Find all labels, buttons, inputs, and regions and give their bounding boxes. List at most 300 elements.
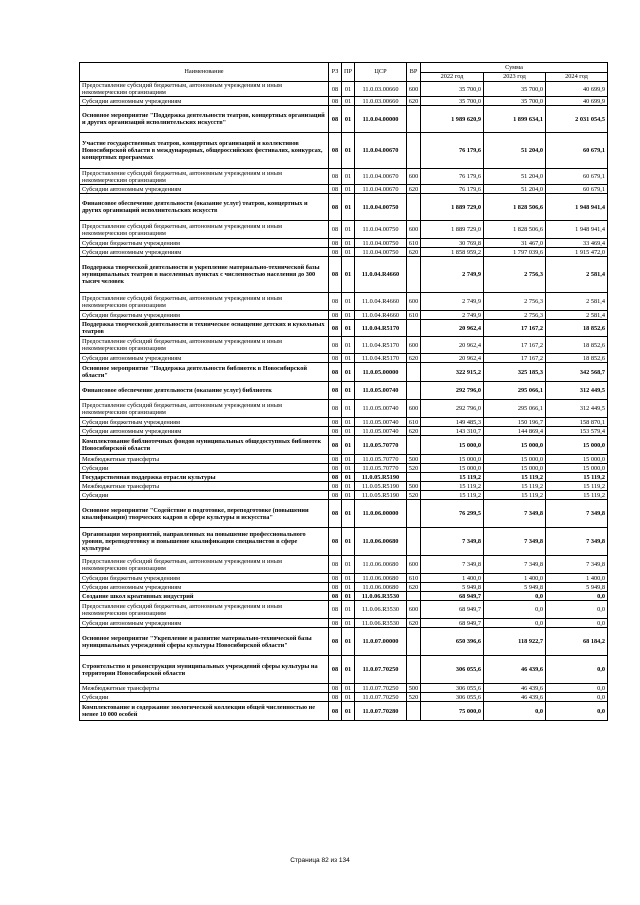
row-sum-2023: 7 349,8 <box>484 556 546 574</box>
row-name: Субсидии бюджетным учреждениям <box>80 311 329 320</box>
table-row <box>80 500 608 528</box>
row-name: Субсидии <box>80 464 329 473</box>
row-vr: 620 <box>407 583 421 592</box>
row-vr: 620 <box>407 248 421 257</box>
row-name: Основное мероприятие "Содействие в подготовке, переподготовке (повышении квалификации) творческих кадров в сфере культуры и искусства" <box>80 500 329 528</box>
budget-table-sheet <box>79 62 607 721</box>
row-pr: 01 <box>342 482 355 491</box>
row-vr <box>407 194 421 221</box>
row-pr: 01 <box>342 221 355 239</box>
row-csr: 11.0.05.00740 <box>355 427 407 436</box>
header-year-2023: 2023 год <box>484 73 546 82</box>
row-rz: 08 <box>329 473 342 482</box>
row-name: Создание школ креативных индустрий <box>80 592 329 601</box>
row-csr: 11.0.04.R4660 <box>355 257 407 293</box>
row-csr: 11.0.06.00000 <box>355 500 407 528</box>
row-pr: 01 <box>342 491 355 500</box>
row-sum-2024: 2 031 054,5 <box>546 106 608 133</box>
row-name: Основное мероприятие "Поддержка деятельности театров, концертных организаций и других организаций исполнительских искусств" <box>80 106 329 133</box>
row-sum-2023: 0,0 <box>484 619 546 628</box>
row-name: Субсидии бюджетным учреждениям <box>80 574 329 583</box>
row-rz: 08 <box>329 293 342 311</box>
row-sum-2023: 17 167,2 <box>484 354 546 363</box>
row-sum-2023: 1 797 039,6 <box>484 248 546 257</box>
row-sum-2022: 20 962,4 <box>421 320 484 337</box>
row-sum-2022: 20 962,4 <box>421 337 484 354</box>
table-row <box>80 133 608 169</box>
row-sum-2024: 7 349,8 <box>546 528 608 556</box>
row-sum-2023: 2 756,3 <box>484 257 546 293</box>
row-sum-2022: 1 858 959,2 <box>421 248 484 257</box>
table-row <box>80 400 608 418</box>
row-name: Организация мероприятий, направленных на повышение профессионального уровня, переподготовку и повышение квалификации специалистов в сфере культуры <box>80 528 329 556</box>
row-vr: 620 <box>407 619 421 628</box>
header-sum: Сумма <box>421 63 608 73</box>
row-sum-2022: 15 000,0 <box>421 464 484 473</box>
row-pr: 01 <box>342 436 355 455</box>
row-sum-2023: 295 066,1 <box>484 400 546 418</box>
row-sum-2024: 68 184,2 <box>546 628 608 656</box>
row-vr: 620 <box>407 427 421 436</box>
row-sum-2022: 2 749,9 <box>421 257 484 293</box>
row-rz: 08 <box>329 500 342 528</box>
row-vr: 600 <box>407 169 421 185</box>
row-csr: 11.0.04.R4660 <box>355 293 407 311</box>
row-sum-2024: 158 870,1 <box>546 418 608 427</box>
row-sum-2024: 15 000,0 <box>546 464 608 473</box>
row-sum-2024: 40 699,9 <box>546 82 608 97</box>
row-sum-2022: 68 949,7 <box>421 592 484 601</box>
row-csr: 11.0.06.R3530 <box>355 592 407 601</box>
row-rz: 08 <box>329 583 342 592</box>
row-sum-2024: 15 000,0 <box>546 455 608 464</box>
table-row <box>80 574 608 583</box>
row-sum-2022: 30 769,8 <box>421 239 484 248</box>
row-vr <box>407 702 421 721</box>
row-sum-2023: 15 000,0 <box>484 464 546 473</box>
row-csr: 11.0.05.70770 <box>355 436 407 455</box>
table-row <box>80 320 608 337</box>
table-row <box>80 473 608 482</box>
row-name: Поддержка творческой деятельности и укрепление материально-технической базы муниципальных театров в населенных пунктах с численностью населения до 300 тысяч человек <box>80 257 329 293</box>
row-sum-2022: 7 349,8 <box>421 556 484 574</box>
row-name: Субсидии автономным учреждениям <box>80 619 329 628</box>
row-sum-2022: 149 485,3 <box>421 418 484 427</box>
row-sum-2022: 306 055,6 <box>421 693 484 702</box>
table-row <box>80 106 608 133</box>
row-sum-2023: 15 119,2 <box>484 473 546 482</box>
row-pr: 01 <box>342 248 355 257</box>
row-rz: 08 <box>329 82 342 97</box>
header-year-2022: 2022 год <box>421 73 484 82</box>
row-sum-2022: 35 700,0 <box>421 97 484 106</box>
row-csr: 11.0.05.R5190 <box>355 491 407 500</box>
row-name: Государственная поддержка отрасли культуры <box>80 473 329 482</box>
row-sum-2022: 2 749,9 <box>421 293 484 311</box>
row-name: Предоставление субсидий бюджетным, автономным учреждениям и иным некоммерческим организациям <box>80 221 329 239</box>
row-csr: 11.0.04.R5170 <box>355 320 407 337</box>
row-rz: 08 <box>329 354 342 363</box>
row-pr: 01 <box>342 619 355 628</box>
row-vr <box>407 628 421 656</box>
row-rz: 08 <box>329 592 342 601</box>
row-name: Субсидии автономным учреждениям <box>80 354 329 363</box>
table-row <box>80 293 608 311</box>
row-name: Субсидии бюджетным учреждениям <box>80 418 329 427</box>
row-pr: 01 <box>342 628 355 656</box>
row-pr: 01 <box>342 185 355 194</box>
row-vr: 600 <box>407 221 421 239</box>
row-pr: 01 <box>342 427 355 436</box>
row-name: Участие государственных театров, концертных организаций и коллективов Новосибирской области в международных, общероссийских фестивалях, конкурсах, концертных программах <box>80 133 329 169</box>
row-vr <box>407 436 421 455</box>
row-pr: 01 <box>342 684 355 693</box>
row-vr <box>407 106 421 133</box>
row-pr: 01 <box>342 97 355 106</box>
row-sum-2023: 7 349,8 <box>484 528 546 556</box>
row-vr <box>407 656 421 684</box>
row-vr: 500 <box>407 455 421 464</box>
row-sum-2024: 153 579,4 <box>546 427 608 436</box>
row-vr: 500 <box>407 482 421 491</box>
row-vr: 610 <box>407 239 421 248</box>
table-row <box>80 583 608 592</box>
row-name: Межбюджетные трансферты <box>80 455 329 464</box>
row-sum-2023: 46 439,6 <box>484 693 546 702</box>
row-pr: 01 <box>342 574 355 583</box>
table-row <box>80 491 608 500</box>
row-pr: 01 <box>342 133 355 169</box>
table-row <box>80 248 608 257</box>
row-csr: 11.0.04.00750 <box>355 248 407 257</box>
table-row <box>80 436 608 455</box>
row-sum-2024: 0,0 <box>546 702 608 721</box>
row-rz: 08 <box>329 97 342 106</box>
row-csr: 11.0.03.00660 <box>355 82 407 97</box>
row-sum-2024: 1 948 941,4 <box>546 194 608 221</box>
row-sum-2022: 1 400,0 <box>421 574 484 583</box>
row-rz: 08 <box>329 194 342 221</box>
row-sum-2024: 60 679,1 <box>546 185 608 194</box>
table-row <box>80 185 608 194</box>
row-csr: 11.0.07.70250 <box>355 693 407 702</box>
row-pr: 01 <box>342 257 355 293</box>
row-vr <box>407 500 421 528</box>
row-name: Предоставление субсидий бюджетным, автономным учреждениям и иным некоммерческим организациям <box>80 601 329 619</box>
row-csr: 11.0.04.R5170 <box>355 354 407 363</box>
row-vr: 600 <box>407 556 421 574</box>
table-row <box>80 556 608 574</box>
row-sum-2024: 0,0 <box>546 684 608 693</box>
row-csr: 11.0.04.00750 <box>355 239 407 248</box>
row-sum-2023: 5 949,8 <box>484 583 546 592</box>
row-name: Предоставление субсидий бюджетным, автономным учреждениям и иным некоммерческим организациям <box>80 337 329 354</box>
table-row <box>80 194 608 221</box>
row-vr: 610 <box>407 574 421 583</box>
row-sum-2023: 51 204,0 <box>484 185 546 194</box>
row-rz: 08 <box>329 528 342 556</box>
budget-table <box>79 62 608 721</box>
row-sum-2022: 292 796,0 <box>421 400 484 418</box>
row-sum-2024: 33 469,4 <box>546 239 608 248</box>
row-pr: 01 <box>342 656 355 684</box>
row-name: Предоставление субсидий бюджетным, автономным учреждениям и иным некоммерческим организациям <box>80 556 329 574</box>
row-sum-2022: 76 179,6 <box>421 185 484 194</box>
row-rz: 08 <box>329 257 342 293</box>
row-rz: 08 <box>329 239 342 248</box>
row-sum-2024: 18 852,6 <box>546 354 608 363</box>
row-sum-2024: 18 852,6 <box>546 320 608 337</box>
row-sum-2023: 0,0 <box>484 592 546 601</box>
row-sum-2024: 2 581,4 <box>546 311 608 320</box>
row-sum-2023: 51 204,0 <box>484 133 546 169</box>
row-csr: 11.0.06.R3530 <box>355 601 407 619</box>
row-rz: 08 <box>329 556 342 574</box>
row-csr: 11.0.04.R5170 <box>355 337 407 354</box>
row-csr: 11.0.03.00660 <box>355 97 407 106</box>
row-pr: 01 <box>342 556 355 574</box>
header-vr: ВР <box>407 63 421 82</box>
row-csr: 11.0.05.00000 <box>355 363 407 382</box>
row-sum-2023: 2 756,3 <box>484 293 546 311</box>
table-row <box>80 464 608 473</box>
row-sum-2024: 2 581,4 <box>546 293 608 311</box>
row-pr: 01 <box>342 500 355 528</box>
row-name: Субсидии автономным учреждениям <box>80 583 329 592</box>
row-rz: 08 <box>329 464 342 473</box>
row-csr: 11.0.04.00750 <box>355 221 407 239</box>
row-name: Субсидии автономным учреждениям <box>80 185 329 194</box>
row-sum-2022: 143 310,7 <box>421 427 484 436</box>
row-vr: 520 <box>407 693 421 702</box>
row-sum-2022: 5 949,8 <box>421 583 484 592</box>
row-sum-2023: 1 828 506,6 <box>484 194 546 221</box>
table-row <box>80 601 608 619</box>
row-pr: 01 <box>342 382 355 400</box>
table-row <box>80 311 608 320</box>
row-pr: 01 <box>342 693 355 702</box>
row-name: Строительство и реконструкция муниципальных учреждений сферы культуры на территории Новосибирской области <box>80 656 329 684</box>
row-sum-2023: 118 922,7 <box>484 628 546 656</box>
row-rz: 08 <box>329 382 342 400</box>
row-pr: 01 <box>342 337 355 354</box>
row-sum-2024: 0,0 <box>546 656 608 684</box>
row-pr: 01 <box>342 239 355 248</box>
row-sum-2022: 2 749,9 <box>421 311 484 320</box>
row-csr: 11.0.06.00680 <box>355 574 407 583</box>
row-rz: 08 <box>329 684 342 693</box>
row-name: Субсидии <box>80 693 329 702</box>
row-csr: 11.0.05.70770 <box>355 455 407 464</box>
row-sum-2023: 325 185,3 <box>484 363 546 382</box>
row-pr: 01 <box>342 320 355 337</box>
row-csr: 11.0.04.00670 <box>355 169 407 185</box>
row-pr: 01 <box>342 418 355 427</box>
row-sum-2023: 295 066,1 <box>484 382 546 400</box>
row-pr: 01 <box>342 311 355 320</box>
row-sum-2022: 68 949,7 <box>421 601 484 619</box>
row-csr: 11.0.06.00680 <box>355 583 407 592</box>
row-pr: 01 <box>342 106 355 133</box>
row-name: Комплектование библиотечных фондов муниципальных общедоступных библиотек Новосибирской области <box>80 436 329 455</box>
row-sum-2022: 322 915,2 <box>421 363 484 382</box>
row-name: Субсидии автономным учреждениям <box>80 248 329 257</box>
row-sum-2022: 1 889 729,0 <box>421 221 484 239</box>
table-body <box>80 82 608 721</box>
row-rz: 08 <box>329 320 342 337</box>
row-sum-2022: 306 055,6 <box>421 684 484 693</box>
table-row <box>80 239 608 248</box>
row-vr <box>407 133 421 169</box>
row-vr: 600 <box>407 601 421 619</box>
row-sum-2024: 0,0 <box>546 619 608 628</box>
row-vr: 620 <box>407 185 421 194</box>
row-pr: 01 <box>342 464 355 473</box>
row-pr: 01 <box>342 82 355 97</box>
table-row <box>80 528 608 556</box>
row-pr: 01 <box>342 601 355 619</box>
row-rz: 08 <box>329 248 342 257</box>
row-sum-2023: 15 119,2 <box>484 482 546 491</box>
row-sum-2024: 15 119,2 <box>546 491 608 500</box>
table-row <box>80 619 608 628</box>
table-row <box>80 363 608 382</box>
row-name: Субсидии бюджетным учреждениям <box>80 239 329 248</box>
table-row <box>80 684 608 693</box>
row-rz: 08 <box>329 482 342 491</box>
header-year-2024: 2024 год <box>546 73 608 82</box>
row-rz: 08 <box>329 427 342 436</box>
row-csr: 11.0.05.00740 <box>355 418 407 427</box>
table-row <box>80 418 608 427</box>
row-vr <box>407 320 421 337</box>
row-sum-2023: 7 349,8 <box>484 500 546 528</box>
row-sum-2024: 7 349,8 <box>546 556 608 574</box>
row-vr <box>407 257 421 293</box>
row-csr: 11.0.06.R3530 <box>355 619 407 628</box>
row-sum-2024: 312 449,5 <box>546 382 608 400</box>
row-name: Межбюджетные трансферты <box>80 684 329 693</box>
row-rz: 08 <box>329 363 342 382</box>
row-name: Финансовое обеспечение деятельности (оказание услуг) библиотек <box>80 382 329 400</box>
row-name: Предоставление субсидий бюджетным, автономным учреждениям и иным некоммерческим организациям <box>80 82 329 97</box>
row-sum-2024: 60 679,1 <box>546 133 608 169</box>
row-name: Основное мероприятие "Укрепление и развитие материально-технической базы муниципальных учреждений сферы культуры Новосибирской области" <box>80 628 329 656</box>
row-csr: 11.0.05.00740 <box>355 382 407 400</box>
row-sum-2023: 1 899 634,1 <box>484 106 546 133</box>
row-pr: 01 <box>342 194 355 221</box>
row-csr: 11.0.05.00740 <box>355 400 407 418</box>
row-vr: 610 <box>407 418 421 427</box>
row-sum-2023: 46 439,6 <box>484 656 546 684</box>
row-sum-2023: 31 467,0 <box>484 239 546 248</box>
table-header <box>80 63 608 82</box>
row-sum-2023: 17 167,2 <box>484 337 546 354</box>
row-sum-2024: 0,0 <box>546 693 608 702</box>
row-rz: 08 <box>329 106 342 133</box>
page-number: Страница 82 из 134 <box>290 857 350 864</box>
row-sum-2022: 7 349,8 <box>421 528 484 556</box>
table-row <box>80 427 608 436</box>
row-sum-2024: 1 948 941,4 <box>546 221 608 239</box>
table-row <box>80 482 608 491</box>
table-row <box>80 592 608 601</box>
row-sum-2023: 144 869,4 <box>484 427 546 436</box>
row-vr: 600 <box>407 293 421 311</box>
header-rz: РЗ <box>329 63 342 82</box>
row-pr: 01 <box>342 363 355 382</box>
row-vr: 600 <box>407 400 421 418</box>
row-sum-2024: 40 699,9 <box>546 97 608 106</box>
table-row <box>80 169 608 185</box>
row-vr: 620 <box>407 354 421 363</box>
row-rz: 08 <box>329 574 342 583</box>
row-csr: 11.0.04.00750 <box>355 194 407 221</box>
table-row <box>80 257 608 293</box>
table-row <box>80 337 608 354</box>
row-rz: 08 <box>329 436 342 455</box>
row-name: Субсидии автономным учреждениям <box>80 97 329 106</box>
row-csr: 11.0.07.70280 <box>355 702 407 721</box>
row-sum-2024: 60 679,1 <box>546 169 608 185</box>
row-rz: 08 <box>329 628 342 656</box>
table-row <box>80 382 608 400</box>
row-sum-2022: 75 000,0 <box>421 702 484 721</box>
row-sum-2023: 2 756,3 <box>484 311 546 320</box>
row-sum-2022: 15 000,0 <box>421 455 484 464</box>
row-rz: 08 <box>329 185 342 194</box>
row-csr: 11.0.06.00680 <box>355 556 407 574</box>
row-sum-2024: 0,0 <box>546 592 608 601</box>
row-name: Комплектование и содержание зоологической коллекции общей численностью не менее 10 000 особей <box>80 702 329 721</box>
row-name: Предоставление субсидий бюджетным, автономным учреждениям и иным некоммерческим организациям <box>80 169 329 185</box>
row-vr <box>407 592 421 601</box>
row-rz: 08 <box>329 337 342 354</box>
row-pr: 01 <box>342 592 355 601</box>
row-sum-2022: 76 299,5 <box>421 500 484 528</box>
row-rz: 08 <box>329 400 342 418</box>
row-csr: 11.0.04.00670 <box>355 185 407 194</box>
row-vr <box>407 363 421 382</box>
row-rz: 08 <box>329 702 342 721</box>
row-sum-2022: 76 179,6 <box>421 169 484 185</box>
header-pr: ПР <box>342 63 355 82</box>
row-sum-2022: 68 949,7 <box>421 619 484 628</box>
row-rz: 08 <box>329 418 342 427</box>
table-row <box>80 97 608 106</box>
row-csr: 11.0.04.00670 <box>355 133 407 169</box>
row-vr: 500 <box>407 684 421 693</box>
row-vr <box>407 528 421 556</box>
header-csr: ЦСР <box>355 63 407 82</box>
row-sum-2022: 35 700,0 <box>421 82 484 97</box>
row-csr: 11.0.05.R5190 <box>355 473 407 482</box>
row-sum-2024: 18 852,6 <box>546 337 608 354</box>
row-sum-2022: 76 179,6 <box>421 133 484 169</box>
table-row <box>80 693 608 702</box>
row-sum-2023: 0,0 <box>484 702 546 721</box>
row-pr: 01 <box>342 455 355 464</box>
row-sum-2024: 15 119,2 <box>546 473 608 482</box>
row-csr: 11.0.07.70250 <box>355 684 407 693</box>
row-csr: 11.0.07.70250 <box>355 656 407 684</box>
row-pr: 01 <box>342 354 355 363</box>
row-sum-2023: 51 204,0 <box>484 169 546 185</box>
row-sum-2022: 15 119,2 <box>421 482 484 491</box>
row-sum-2024: 15 119,2 <box>546 482 608 491</box>
table-row <box>80 455 608 464</box>
row-sum-2024: 1 400,0 <box>546 574 608 583</box>
